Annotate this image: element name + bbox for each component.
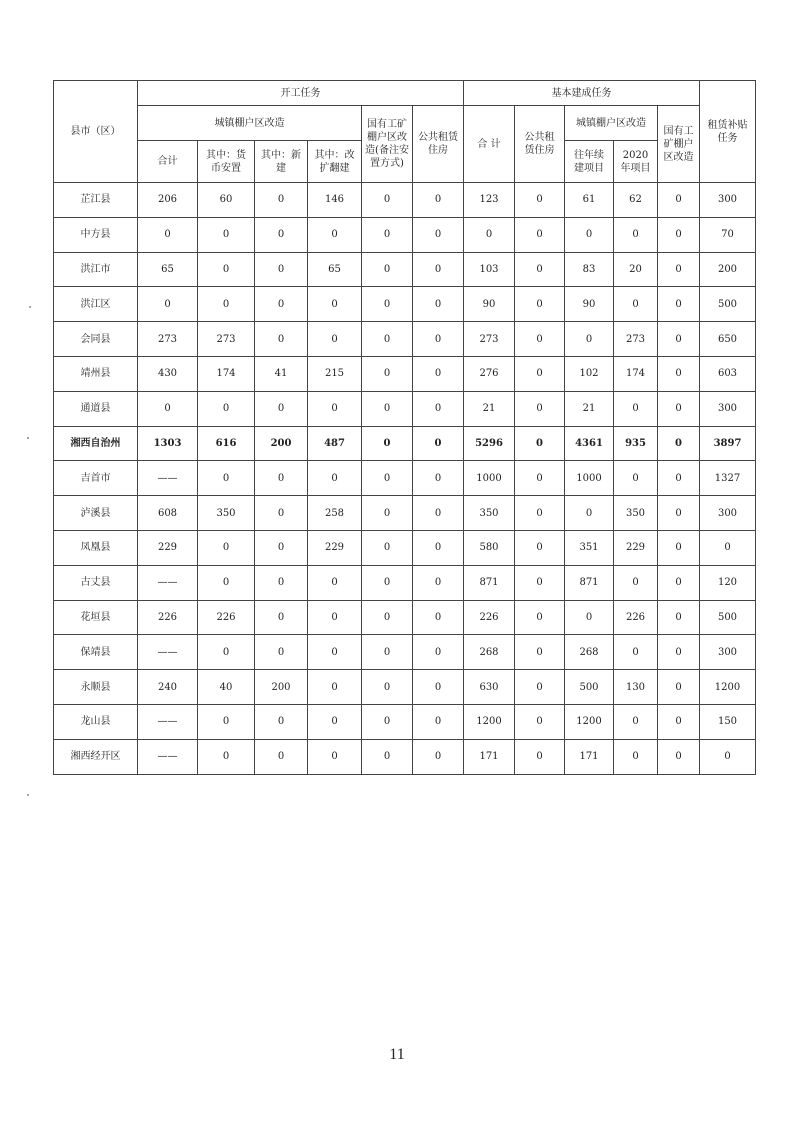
table-cell: 0 (515, 739, 565, 774)
table-cell: 1303 (138, 426, 198, 461)
table-cell: 276 (464, 356, 515, 391)
row-county-name: 中方县 (54, 217, 138, 252)
table-cell: 240 (138, 670, 198, 705)
table-cell: 0 (515, 530, 565, 565)
table-cell: —— (138, 565, 198, 600)
table-cell: 0 (413, 252, 464, 287)
table-cell: 0 (308, 670, 362, 705)
table-cell: 215 (308, 356, 362, 391)
table-cell: 0 (362, 217, 413, 252)
table-cell: 0 (658, 391, 700, 426)
table-cell: 0 (255, 739, 308, 774)
table-cell: 40 (198, 670, 255, 705)
row-county-name: 靖州县 (54, 356, 138, 391)
table-cell: 0 (565, 600, 614, 635)
table-row (54, 496, 756, 531)
header-urban-shantytown: 城镇棚户区改造 (138, 106, 362, 141)
table-cell: 273 (198, 322, 255, 357)
table-cell: 120 (700, 565, 756, 600)
scan-speck (27, 794, 29, 796)
table-cell: 630 (464, 670, 515, 705)
table-cell: 0 (362, 635, 413, 670)
table-row (54, 252, 756, 287)
table-cell: 1327 (700, 461, 756, 496)
table-cell: 20 (614, 252, 658, 287)
table-cell: 90 (565, 287, 614, 322)
table-cell: 0 (362, 565, 413, 600)
table-cell: 0 (255, 530, 308, 565)
table-cell: 0 (658, 565, 700, 600)
table-cell: 268 (565, 635, 614, 670)
table-cell: 65 (308, 252, 362, 287)
table-cell: 300 (700, 496, 756, 531)
housing-task-table-container (53, 80, 756, 775)
table-cell: 229 (138, 530, 198, 565)
table-cell: 0 (362, 322, 413, 357)
table-cell: 871 (464, 565, 515, 600)
table-row (54, 739, 756, 774)
table-cell: 500 (700, 600, 756, 635)
table-cell: 300 (700, 635, 756, 670)
table-cell: 0 (308, 565, 362, 600)
table-cell: 200 (255, 670, 308, 705)
table-cell: 0 (413, 635, 464, 670)
table-cell: 0 (614, 565, 658, 600)
table-cell: 0 (198, 461, 255, 496)
table-cell: 0 (515, 252, 565, 287)
table-cell: 0 (362, 252, 413, 287)
table-cell: 0 (413, 600, 464, 635)
table-cell: 268 (464, 635, 515, 670)
table-cell: 0 (658, 496, 700, 531)
header-total: 合计 (138, 141, 198, 183)
table-cell: 0 (700, 739, 756, 774)
header-start-tasks: 开工任务 (138, 81, 464, 106)
table-cell: 0 (658, 530, 700, 565)
table-cell: 0 (413, 461, 464, 496)
table-cell: 0 (515, 496, 565, 531)
table-cell: 0 (413, 391, 464, 426)
table-cell: 0 (413, 287, 464, 322)
table-cell: 62 (614, 183, 658, 218)
table-cell: 0 (658, 322, 700, 357)
table-cell: 146 (308, 183, 362, 218)
table-cell: 350 (464, 496, 515, 531)
table-row (54, 600, 756, 635)
table-cell: 500 (565, 670, 614, 705)
header-new-build: 其中：新 建 (255, 141, 308, 183)
table-cell: 206 (138, 183, 198, 218)
table-cell: 0 (255, 704, 308, 739)
table-cell: 0 (413, 426, 464, 461)
table-cell: —— (138, 739, 198, 774)
table-cell: 0 (515, 217, 565, 252)
table-cell: 70 (700, 217, 756, 252)
table-cell: 871 (565, 565, 614, 600)
header-rental-subsidy: 租赁补贴任务 (700, 81, 756, 183)
table-cell: 0 (565, 496, 614, 531)
table-cell: 60 (198, 183, 255, 218)
table-cell: 0 (464, 217, 515, 252)
table-cell: 0 (138, 391, 198, 426)
table-cell: 0 (413, 565, 464, 600)
table-cell: 258 (308, 496, 362, 531)
row-county-name: 保靖县 (54, 635, 138, 670)
row-county-name: 泸溪县 (54, 496, 138, 531)
table-cell: 0 (515, 704, 565, 739)
row-county-name: 永顺县 (54, 670, 138, 705)
header-county: 县市（区） (54, 81, 138, 183)
table-cell: 0 (308, 739, 362, 774)
table-cell: 935 (614, 426, 658, 461)
table-cell: 0 (198, 391, 255, 426)
table-cell: 0 (658, 704, 700, 739)
table-cell: 0 (614, 217, 658, 252)
table-cell: 83 (565, 252, 614, 287)
table-row (54, 183, 756, 218)
header-rebuild: 其中：改扩翻建 (308, 141, 362, 183)
table-cell: 0 (658, 670, 700, 705)
table-cell: 603 (700, 356, 756, 391)
table-cell: 1200 (464, 704, 515, 739)
table-cell: 229 (614, 530, 658, 565)
table-cell: 273 (614, 322, 658, 357)
table-cell: 0 (515, 322, 565, 357)
table-cell: 0 (515, 183, 565, 218)
table-cell: 171 (464, 739, 515, 774)
table-cell: 0 (658, 356, 700, 391)
table-cell: 0 (362, 287, 413, 322)
table-row (54, 356, 756, 391)
table-cell: 0 (658, 600, 700, 635)
table-cell: 123 (464, 183, 515, 218)
table-cell: 0 (198, 704, 255, 739)
table-row (54, 635, 756, 670)
table-cell: 21 (565, 391, 614, 426)
table-cell: 0 (658, 461, 700, 496)
table-cell: 0 (515, 461, 565, 496)
table-cell: 0 (515, 600, 565, 635)
header-bc-public-rental: 公共租赁住房 (515, 106, 565, 183)
table-cell: 300 (700, 183, 756, 218)
table-cell: 0 (308, 217, 362, 252)
table-cell: 0 (255, 183, 308, 218)
table-cell: 0 (255, 252, 308, 287)
table-cell: 487 (308, 426, 362, 461)
table-cell: —— (138, 704, 198, 739)
row-county-name: 会同县 (54, 322, 138, 357)
table-cell: 0 (565, 217, 614, 252)
table-cell: 0 (255, 635, 308, 670)
table-cell: 0 (413, 496, 464, 531)
table-cell: 1000 (565, 461, 614, 496)
table-cell: 4361 (565, 426, 614, 461)
table-cell: 0 (515, 391, 565, 426)
table-cell: 0 (614, 287, 658, 322)
table-cell: 430 (138, 356, 198, 391)
table-cell: 0 (515, 426, 565, 461)
table-cell: 0 (255, 287, 308, 322)
table-cell: 580 (464, 530, 515, 565)
table-cell: —— (138, 635, 198, 670)
table-cell: 0 (308, 704, 362, 739)
table-cell: 0 (255, 322, 308, 357)
table-cell: 0 (658, 183, 700, 218)
table-cell: 0 (308, 600, 362, 635)
table-cell: 0 (658, 217, 700, 252)
header-bc-state-mine: 国有工矿棚户区改造 (658, 106, 700, 183)
table-row (54, 287, 756, 322)
table-cell: 61 (565, 183, 614, 218)
header-bc-2020: 2020年项目 (614, 141, 658, 183)
table-row (54, 670, 756, 705)
table-cell: 0 (255, 565, 308, 600)
table-cell: 226 (198, 600, 255, 635)
table-cell: 41 (255, 356, 308, 391)
table-cell: 0 (565, 322, 614, 357)
row-county-name: 洪江市 (54, 252, 138, 287)
table-cell: 0 (362, 600, 413, 635)
table-cell: 273 (464, 322, 515, 357)
row-county-name: 古丈县 (54, 565, 138, 600)
table-cell: 65 (138, 252, 198, 287)
table-cell: 0 (614, 739, 658, 774)
table-cell: 0 (700, 530, 756, 565)
table-cell: 0 (362, 391, 413, 426)
table-cell: 0 (198, 635, 255, 670)
table-cell: 130 (614, 670, 658, 705)
row-county-name: 凤凰县 (54, 530, 138, 565)
table-cell: 0 (255, 217, 308, 252)
header-cash-placement: 其中：货币安置 (198, 141, 255, 183)
table-cell: 0 (515, 635, 565, 670)
table-cell: 0 (614, 461, 658, 496)
table-cell: 608 (138, 496, 198, 531)
table-body (54, 183, 756, 775)
table-cell: 0 (308, 322, 362, 357)
table-cell: 0 (413, 217, 464, 252)
table-cell: 0 (362, 739, 413, 774)
row-county-name: 龙山县 (54, 704, 138, 739)
table-cell: 0 (362, 461, 413, 496)
table-cell: 0 (198, 530, 255, 565)
table-cell: 350 (198, 496, 255, 531)
table-cell: 0 (658, 635, 700, 670)
page-number: 11 (389, 1046, 405, 1063)
table-cell: 174 (198, 356, 255, 391)
table-cell: 0 (614, 704, 658, 739)
table-cell: 21 (464, 391, 515, 426)
table-row (54, 426, 756, 461)
table-cell: 102 (565, 356, 614, 391)
table-cell: 616 (198, 426, 255, 461)
table-cell: 150 (700, 704, 756, 739)
table-cell: 0 (515, 287, 565, 322)
table-cell: 1200 (700, 670, 756, 705)
table-cell: 350 (614, 496, 658, 531)
table-cell: 300 (700, 391, 756, 426)
table-cell: 273 (138, 322, 198, 357)
table-cell: 0 (413, 322, 464, 357)
table-row (54, 391, 756, 426)
header-bc-prev-years: 往年续建项目 (565, 141, 614, 183)
table-cell: 0 (362, 704, 413, 739)
table-cell: 229 (308, 530, 362, 565)
table-cell: 0 (413, 183, 464, 218)
header-bc-urban-shantytown: 城镇棚户区改造 (565, 106, 658, 141)
table-cell: 226 (464, 600, 515, 635)
table-row (54, 322, 756, 357)
table-cell: 1200 (565, 704, 614, 739)
table-cell: 0 (255, 600, 308, 635)
header-basic-completion: 基本建成任务 (464, 81, 700, 106)
table-cell: 0 (198, 217, 255, 252)
table-cell: 0 (138, 217, 198, 252)
table-cell: 351 (565, 530, 614, 565)
table-cell: 0 (614, 635, 658, 670)
table-cell: 0 (658, 426, 700, 461)
table-cell: 0 (362, 530, 413, 565)
table-cell: 0 (658, 739, 700, 774)
table-cell: 1000 (464, 461, 515, 496)
table-cell: 226 (614, 600, 658, 635)
row-county-name: 芷江县 (54, 183, 138, 218)
table-cell: 0 (362, 670, 413, 705)
table-row (54, 530, 756, 565)
table-cell: 0 (413, 670, 464, 705)
table-cell: 0 (413, 356, 464, 391)
table-cell: 0 (308, 635, 362, 670)
row-county-name: 洪江区 (54, 287, 138, 322)
table-header (54, 81, 756, 183)
table-row (54, 461, 756, 496)
header-state-mine: 国有工矿棚户区改造(备注安置方式) (362, 106, 413, 183)
table-cell: 0 (198, 739, 255, 774)
table-cell: 0 (255, 391, 308, 426)
table-cell: 103 (464, 252, 515, 287)
table-cell: 0 (308, 391, 362, 426)
table-cell: 0 (362, 356, 413, 391)
table-cell: 0 (413, 530, 464, 565)
header-public-rental: 公共租赁住房 (413, 106, 464, 183)
table-cell: 0 (614, 391, 658, 426)
table-cell: 500 (700, 287, 756, 322)
table-cell: 0 (198, 287, 255, 322)
table-cell: 0 (515, 356, 565, 391)
scan-speck (29, 306, 31, 308)
table-cell: 0 (658, 287, 700, 322)
table-cell: 0 (255, 496, 308, 531)
table-cell: 0 (515, 670, 565, 705)
row-county-name: 通道县 (54, 391, 138, 426)
scan-speck (27, 437, 29, 439)
table-cell: 3897 (700, 426, 756, 461)
table-cell: 171 (565, 739, 614, 774)
table-cell: 5296 (464, 426, 515, 461)
table-cell: 0 (308, 461, 362, 496)
table-cell: 90 (464, 287, 515, 322)
table-cell: 174 (614, 356, 658, 391)
table-cell: —— (138, 461, 198, 496)
table-cell: 0 (138, 287, 198, 322)
header-bc-total: 合 计 (464, 106, 515, 183)
table-cell: 0 (515, 565, 565, 600)
table-cell: 0 (362, 183, 413, 218)
table-row (54, 565, 756, 600)
table-cell: 200 (255, 426, 308, 461)
table-cell: 0 (198, 565, 255, 600)
table-cell: 0 (362, 426, 413, 461)
table-row (54, 217, 756, 252)
row-county-name: 湘西自治州 (54, 426, 138, 461)
table-cell: 0 (308, 287, 362, 322)
table-cell: 0 (413, 704, 464, 739)
table-row (54, 704, 756, 739)
table-cell: 0 (198, 252, 255, 287)
table-cell: 200 (700, 252, 756, 287)
table-cell: 0 (362, 496, 413, 531)
table-cell: 0 (255, 461, 308, 496)
row-county-name: 湘西经开区 (54, 739, 138, 774)
table-cell: 226 (138, 600, 198, 635)
housing-task-table (53, 80, 756, 775)
table-cell: 650 (700, 322, 756, 357)
row-county-name: 吉首市 (54, 461, 138, 496)
table-cell: 0 (413, 739, 464, 774)
row-county-name: 花垣县 (54, 600, 138, 635)
table-cell: 0 (658, 252, 700, 287)
